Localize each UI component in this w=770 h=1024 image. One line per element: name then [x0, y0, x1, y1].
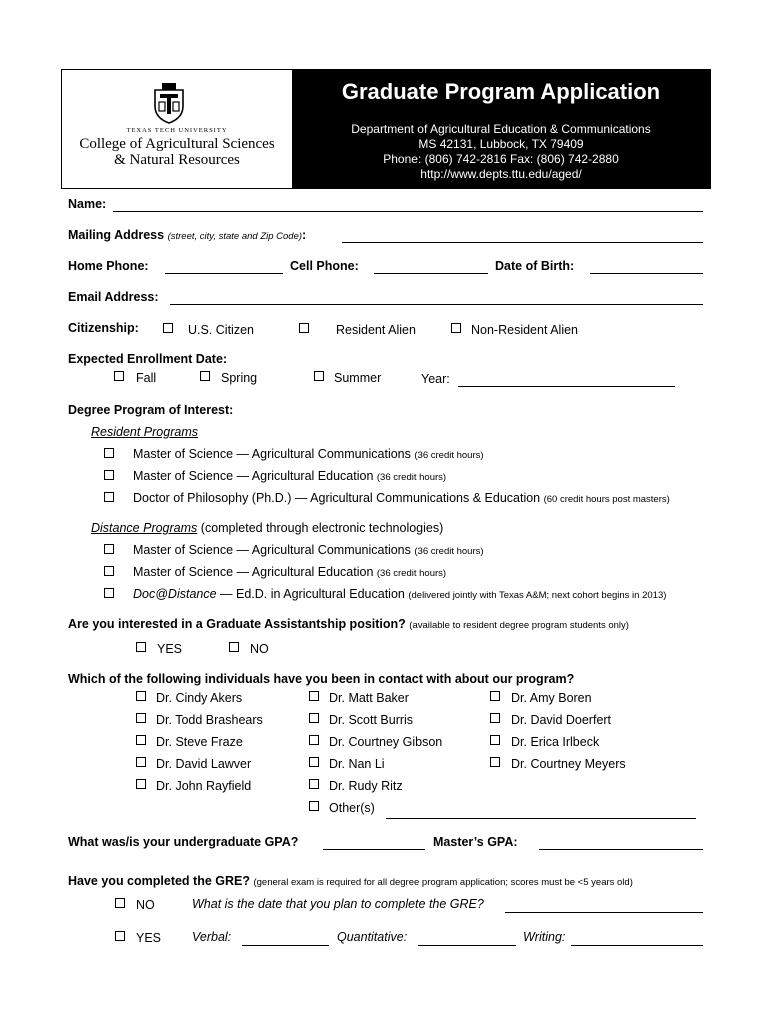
other-contact-label: Other(s) — [329, 801, 375, 815]
contact-label: Dr. Nan Li — [329, 757, 385, 771]
non-resident-alien-checkbox[interactable] — [451, 323, 461, 333]
distance-programs-desc: (completed through electronic technologies) — [200, 521, 444, 535]
year-field[interactable] — [458, 386, 675, 387]
other-contact-field[interactable] — [386, 818, 696, 819]
contacts-question: Which of the following individuals have you been in contact with about our program? — [68, 672, 575, 686]
program-name: Doctor of Philosophy (Ph.D.) — Agricultural Communications & Education — [133, 491, 541, 505]
masters-gpa-field[interactable] — [539, 849, 703, 850]
contact-checkbox[interactable] — [309, 757, 319, 767]
email-field[interactable] — [170, 304, 703, 305]
resident-alien-checkbox[interactable] — [299, 323, 309, 333]
header-box — [61, 69, 711, 189]
program-note: (36 credit hours) — [414, 450, 484, 461]
department-address: MS 42131, Lubbock, TX 79409 — [418, 137, 584, 151]
fall-checkbox[interactable] — [114, 371, 124, 381]
gre-verbal-label: Verbal: — [192, 930, 232, 944]
summer-checkbox[interactable] — [314, 371, 324, 381]
masters-gpa-label: Master’s GPA: — [433, 835, 518, 849]
non-resident-alien-label: Non-Resident Alien — [471, 323, 579, 337]
ms-agcomm-resident-checkbox[interactable] — [104, 448, 114, 458]
texas-tech-seal-icon — [152, 82, 186, 124]
resident-alien-label: Resident Alien — [336, 323, 416, 337]
home-phone-label: Home Phone: — [68, 259, 149, 273]
summer-label: Summer — [334, 371, 382, 385]
doc-at-distance-label — [133, 587, 666, 601]
gre-quant-field[interactable] — [418, 945, 516, 946]
assistantship-question — [68, 617, 629, 631]
contact-label: Dr. Courtney Meyers — [511, 757, 626, 771]
contact-checkbox[interactable] — [136, 735, 146, 745]
name-label: Name: — [68, 197, 107, 211]
gre-writing-field[interactable] — [571, 945, 703, 946]
doc-at-distance-rest: — Ed.D. in Agricultural Education — [216, 587, 405, 601]
citizenship-label: Citizenship: — [68, 321, 139, 335]
gre-writing-label: Writing: — [523, 930, 566, 944]
contact-label: Dr. David Lawver — [156, 757, 252, 771]
ms-agedu-resident-label — [133, 469, 446, 483]
cell-phone-label: Cell Phone: — [290, 259, 359, 273]
university-name: TEXAS TECH UNIVERSITY — [126, 127, 228, 134]
contact-label: Dr. Steve Fraze — [156, 735, 243, 749]
contact-checkbox[interactable] — [490, 691, 500, 701]
dob-field[interactable] — [590, 273, 703, 274]
contact-checkbox[interactable] — [309, 779, 319, 789]
college-line-2: & Natural Resources — [114, 152, 240, 168]
gre-quant-label: Quantitative: — [337, 930, 408, 944]
enrollment-label: Expected Enrollment Date: — [68, 352, 228, 366]
contact-checkbox[interactable] — [136, 779, 146, 789]
contact-checkbox[interactable] — [309, 691, 319, 701]
cell-phone-field[interactable] — [374, 273, 488, 274]
contact-checkbox[interactable] — [136, 713, 146, 723]
program-name: Master of Science — Agricultural Communications — [133, 543, 411, 557]
assistantship-yes-label: YES — [157, 642, 183, 656]
spring-checkbox[interactable] — [200, 371, 210, 381]
degree-heading: Degree Program of Interest: — [68, 403, 234, 417]
program-note: (36 credit hours) — [414, 546, 484, 557]
gre-question — [68, 874, 633, 888]
assistantship-no-label: NO — [250, 642, 269, 656]
dob-label: Date of Birth: — [495, 259, 575, 273]
doc-at-distance-checkbox[interactable] — [104, 588, 114, 598]
program-note: (36 credit hours) — [376, 472, 447, 483]
assistantship-question-text: Are you interested in a Graduate Assistantship position? — [68, 617, 406, 631]
assistantship-no-checkbox[interactable] — [229, 642, 239, 652]
doc-at-distance-note: (delivered jointly with Texas A&M; next cohort begins in 2013) — [408, 590, 667, 601]
name-field[interactable] — [113, 211, 703, 212]
contact-label: Dr. Todd Brashears — [156, 713, 263, 727]
fall-label: Fall — [136, 371, 157, 385]
contact-label: Dr. Erica Irlbeck — [511, 735, 600, 749]
ms-agedu-distance-checkbox[interactable] — [104, 566, 114, 576]
year-label: Year: — [421, 372, 450, 386]
mailing-address-field[interactable] — [342, 242, 703, 243]
us-citizen-label: U.S. Citizen — [188, 323, 254, 337]
resident-programs-label: Resident Programs — [91, 425, 198, 439]
mailing-label — [68, 228, 306, 242]
undergrad-gpa-field[interactable] — [323, 849, 425, 850]
program-note: (60 credit hours post masters) — [543, 494, 670, 505]
page-title: Graduate Program Application — [341, 79, 661, 104]
gre-yes-label: YES — [136, 931, 162, 945]
contact-label: Dr. David Doerfert — [511, 713, 612, 727]
title-panel — [292, 70, 710, 188]
ms-agcomm-distance-label — [133, 543, 484, 557]
spring-label: Spring — [221, 371, 258, 385]
contact-label: Dr. Courtney Gibson — [329, 735, 443, 749]
program-name: Master of Science — Agricultural Education — [133, 565, 374, 579]
department-url[interactable]: http://www.depts.ttu.edu/aged/ — [420, 167, 582, 181]
contact-label: Dr. Rudy Ritz — [329, 779, 403, 793]
program-name: Master of Science — Agricultural Education — [133, 469, 374, 483]
gre-verbal-field[interactable] — [242, 945, 329, 946]
mailing-colon: : — [302, 228, 307, 242]
ms-agcomm-resident-label — [133, 447, 484, 461]
contact-checkbox[interactable] — [309, 713, 319, 723]
home-phone-field[interactable] — [165, 273, 283, 274]
contact-checkbox[interactable] — [309, 735, 319, 745]
ms-agcomm-distance-checkbox[interactable] — [104, 544, 114, 554]
assistantship-yes-checkbox[interactable] — [136, 642, 146, 652]
contact-label: Dr. Cindy Akers — [156, 691, 243, 705]
mailing-hint: (street, city, state and Zip Code) — [167, 231, 303, 242]
gre-plan-question: What is the date that you plan to complete the GRE? — [192, 897, 484, 911]
department-phone: Phone: (806) 742-2816 Fax: (806) 742-2880 — [383, 152, 619, 166]
gre-no-checkbox[interactable] — [115, 898, 125, 908]
undergrad-gpa-label: What was/is your undergraduate GPA? — [68, 835, 299, 849]
contact-label: Dr. Scott Burris — [329, 713, 414, 727]
other-contact-checkbox[interactable] — [309, 801, 319, 811]
logo-area — [62, 70, 292, 188]
department-name: Department of Agricultural Education & Communications — [351, 122, 651, 136]
gre-yes-checkbox[interactable] — [115, 931, 125, 941]
contact-checkbox[interactable] — [490, 713, 500, 723]
gre-note: (general exam is required for all degree program application; scores must be <5 years old) — [253, 877, 633, 888]
contact-checkbox[interactable] — [490, 757, 500, 767]
college-line-1: College of Agricultural Sciences — [79, 136, 275, 152]
contact-checkbox[interactable] — [136, 691, 146, 701]
contact-label: Dr. Matt Baker — [329, 691, 409, 705]
contact-label: Dr. John Rayfield — [156, 779, 252, 793]
ms-agedu-distance-label — [133, 565, 446, 579]
contact-label: Dr. Amy Boren — [511, 691, 592, 705]
gre-question-text: Have you completed the GRE? — [68, 874, 250, 888]
email-label: Email Address: — [68, 290, 159, 304]
distance-programs-heading — [91, 521, 443, 535]
assistantship-note: (available to resident degree program students only) — [409, 620, 629, 631]
gre-plan-date-field[interactable] — [505, 912, 703, 913]
phd-label — [133, 491, 670, 505]
distance-programs-label: Distance Programs — [91, 521, 198, 535]
mailing-label-text: Mailing Address — [68, 228, 165, 242]
ms-agedu-resident-checkbox[interactable] — [104, 470, 114, 480]
program-note: (36 credit hours) — [376, 568, 447, 579]
contact-checkbox[interactable] — [490, 735, 500, 745]
program-name: Master of Science — Agricultural Communications — [133, 447, 411, 461]
phd-checkbox[interactable] — [104, 492, 114, 502]
contact-checkbox[interactable] — [136, 757, 146, 767]
us-citizen-checkbox[interactable] — [163, 323, 173, 333]
doc-at-distance-name: Doc@Distance — [133, 587, 217, 601]
gre-no-label: NO — [136, 898, 155, 912]
